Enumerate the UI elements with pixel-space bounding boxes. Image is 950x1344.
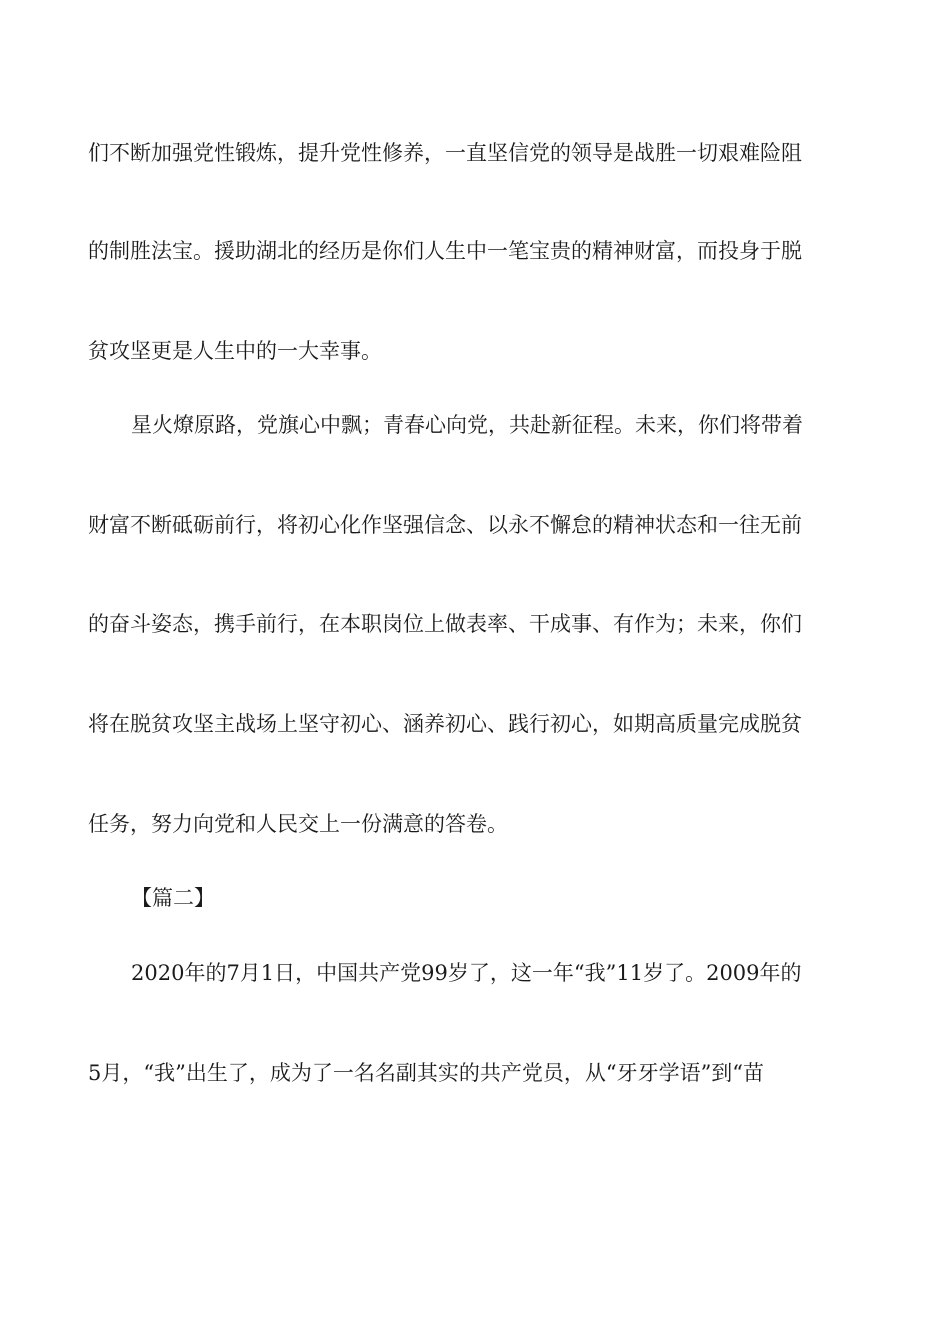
paragraph-start-line: 星火燎原路，党旗心中飘；青春心向党，共赴新征程。未来，你们将带着 xyxy=(131,413,803,437)
text-line: 财富不断砥砺前行，将初心化作坚强信念、以永不懈怠的精神状态和一往无前 xyxy=(88,513,802,537)
text-line: 任务，努力向党和人民交上一份满意的答卷。 xyxy=(88,812,508,836)
section-heading: 【篇二】 xyxy=(131,886,215,910)
text-line: 贫攻坚更是人生中的一大幸事。 xyxy=(88,339,382,363)
text-line: 将在脱贫攻坚主战场上坚守初心、涵养初心、践行初心，如期高质量完成脱贫 xyxy=(88,712,802,736)
paragraph-start-line: 2020年的7月1日，中国共产党99岁了，这一年“我”11岁了。2009年的 xyxy=(131,961,802,985)
text-line: 的制胜法宝。援助湖北的经历是你们人生中一笔宝贵的精神财富，而投身于脱 xyxy=(88,239,802,263)
text-line: 的奋斗姿态，携手前行，在本职岗位上做表率、干成事、有作为；未来，你们 xyxy=(88,612,802,636)
text-line: 们不断加强党性锻炼，提升党性修养，一直坚信党的领导是战胜一切艰难险阻 xyxy=(88,141,802,165)
text-line: 5月，“我”出生了，成为了一名名副其实的共产党员，从“牙牙学语”到“苗 xyxy=(88,1061,765,1085)
